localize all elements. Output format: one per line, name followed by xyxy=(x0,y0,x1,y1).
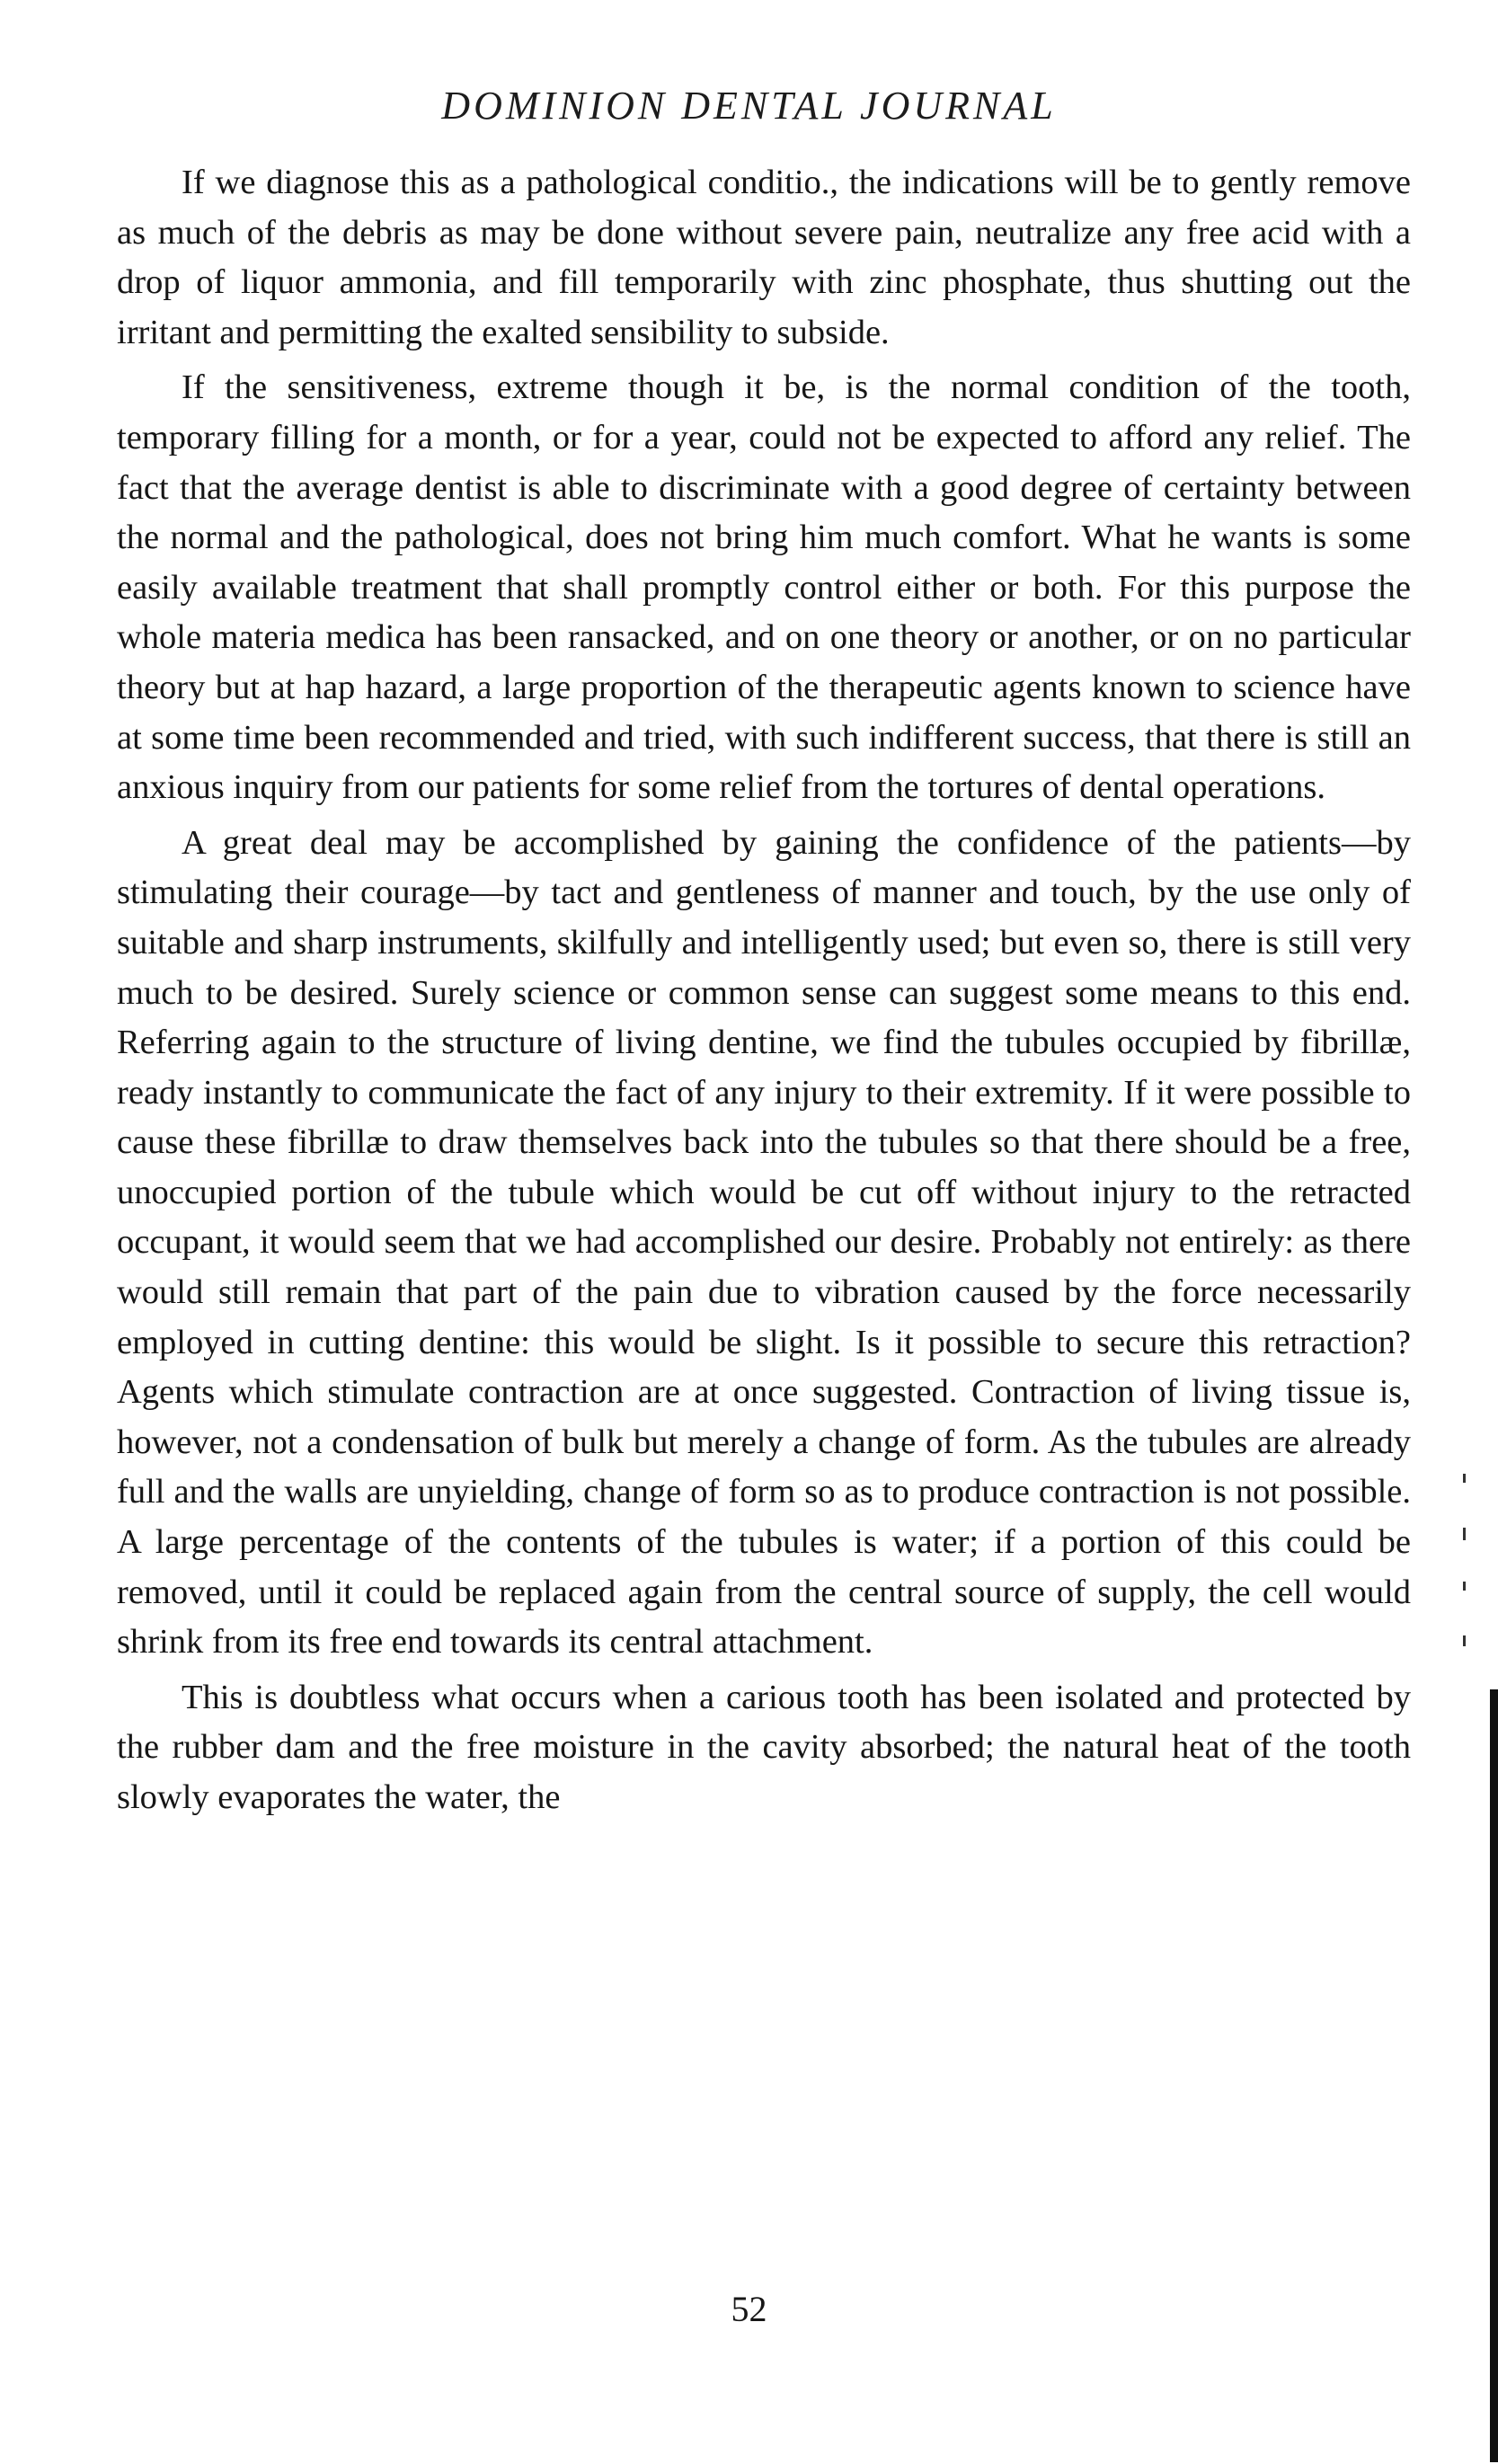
paragraph: This is doubtless what occurs when a carious tooth has been isolated and protected by the rubber dam and the free moisture in the cavity absorbed; the natural heat of the tooth slowly evaporates the water, the xyxy=(117,1678,1411,1816)
paragraph: A great deal may be accomplished by gaining the confidence of the patients—by stimulating their courage—by tact and gentleness of manner and touch, by the use only of suitable and sharp instruments, skilfully and intelligently used; but even so, there is still very much to be desired. Surely science or common sense can suggest some means to this end. Referring again to the structure of living dentine, we find the tubules occupied by fibrillæ, ready instantly to communicate the fact of any injury to their extremity. If it were possible to cause these fibrillæ to draw themselves back into the tubules so that there should be a free, unoccupied portion of the tubule which would be cut off without injury to the retracted occupant, it would seem that we had accomplished our desire. Probably not entirely: as there would still remain that part of the pain due to vibration caused by the force necessarily employed in cutting dentine: this would be slight. Is it possible to secure this retraction? Agents which stimulate contraction are at once suggested. Contraction of living tissue is, however, not a condensation of bulk but merely a change of form. As the tubules are already full and the walls are unyielding, change of form so as to produce contraction is not possible. A large percentage of the contents of the tubules is water; if a portion of this could be removed, until it could be replaced again from the central source of supply, the cell would shrink from its free end towards its central attachment. xyxy=(117,823,1411,1662)
page-number: 52 xyxy=(731,2289,767,2329)
paragraph: If we diagnose this as a pathological conditio., the indications will be to gently remove as much of the debris as may be done without severe pain, neutralize any free acid with a drop of liquor ammonia, and fill temporarily with zinc phosphate, thus shutting out the irritant and permitting the exalted sensibility to subside. xyxy=(117,164,1411,351)
scan-speck xyxy=(1463,1582,1466,1591)
running-title: DOMINION DENTAL JOURNAL xyxy=(441,84,1057,128)
scan-speck xyxy=(1463,1474,1466,1483)
scan-edge-shadow xyxy=(1490,1689,1498,2462)
paragraph: If the sensitiveness, extreme though it be, is the normal condition of the tooth, temporary filling for a month, or for a year, could not be expected to afford any relief. The fact that the average dentist is able to discriminate with a good degree of certainty between the normal and the pathological, does not bring him much comfort. What he wants is some easily available treatment that shall promptly control either or both. For this purpose the whole materia medica has been ransacked, and on one theory or another, or on no particular theory but at hap hazard, a large proportion of the therapeutic agents known to science have at some time been recommended and tried, with such indifferent success, that there is still an anxious inquiry from our patients for some relief from the tortures of dental operations. xyxy=(117,368,1411,807)
body-text xyxy=(117,158,1411,1829)
scan-speck xyxy=(1463,1635,1466,1646)
scan-speck xyxy=(1463,1528,1466,1540)
